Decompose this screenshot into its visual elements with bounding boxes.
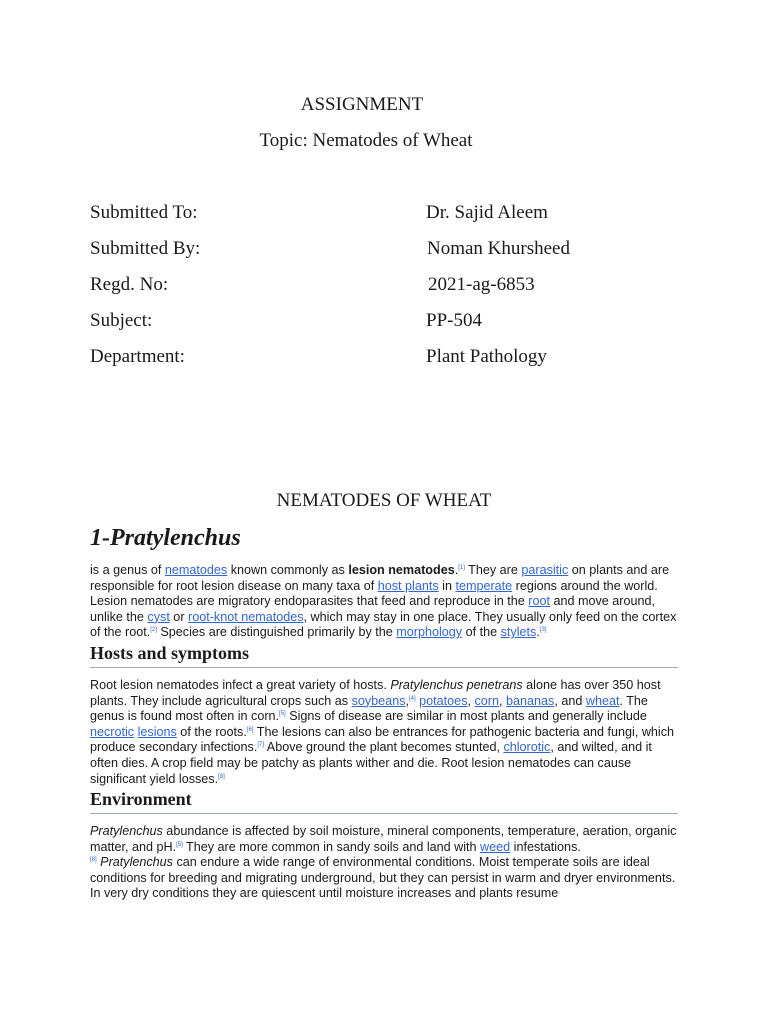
link-bananas[interactable]: bananas [506, 693, 555, 708]
environment-paragraph [90, 824, 678, 902]
text-run: . [454, 563, 459, 577]
topic-line: Topic: Nematodes of Wheat [259, 130, 473, 151]
info-row-subject [90, 310, 690, 334]
citation-ref[interactable]: [5] [176, 841, 183, 848]
info-value: Noman Khursheed [427, 238, 570, 259]
citation-ref[interactable]: [7] [257, 742, 264, 749]
link-root-knot-nematodes[interactable]: root-knot nematodes [188, 609, 304, 624]
text-run: alone has over 350 host plants. They include agricultural crops such as [90, 678, 661, 708]
info-row-submitted-by [90, 238, 690, 262]
link-host-plants[interactable]: host plants [377, 578, 439, 593]
text-run: Root lesion nematodes infect a great variety of hosts. [90, 678, 391, 692]
italic-genus-name: Pratylenchus [100, 855, 173, 870]
text-run: is a genus of [90, 563, 165, 577]
info-label: Subject: [90, 310, 153, 331]
link-weed[interactable]: weed [480, 839, 511, 854]
info-label: Submitted By: [90, 238, 201, 259]
text-run: Signs of disease are similar in most plants and generally include [285, 709, 647, 724]
link-morphology[interactable]: morphology [396, 625, 463, 640]
citation-ref[interactable]: [1] [458, 565, 465, 571]
text-run: of the [462, 625, 501, 640]
info-row-regd-no [90, 274, 690, 298]
text-run: can endure a wide range of environmental conditions. Moist temperate soils are ideal conditions for breeding and migrating underground, but they can persist in warm and dryer environments. In very dry conditions they are quiescent until moisture increases and plants resume [90, 855, 676, 901]
link-potatoes[interactable]: potatoes [419, 693, 468, 708]
text-run: in [438, 578, 456, 593]
text-run: , [405, 693, 409, 708]
section-heading: NEMATODES OF WHEAT [276, 490, 492, 511]
text-run: abundance is affected by soil moisture, mineral components, temperature, aeration, organic matter, and pH. [90, 824, 677, 854]
environment-heading: Environment [90, 789, 678, 814]
text-run: , which may stay in one place. They usually only feed on the cortex of the root. [90, 609, 677, 640]
text-run: Species are distinguished primarily by the [156, 625, 397, 640]
italic-genus-name: Pratylenchus [90, 824, 163, 838]
text-run: , and [554, 693, 586, 708]
hosts-heading: Hosts and symptoms [90, 643, 678, 668]
intro-paragraph [90, 563, 678, 641]
text-run: or [169, 609, 189, 624]
assignment-title: ASSIGNMENT [300, 94, 424, 115]
link-nematodes[interactable]: nematodes [164, 563, 228, 577]
text-run: , [499, 693, 506, 708]
text-run: infestations. [510, 839, 581, 854]
link-stylets[interactable]: stylets [500, 625, 537, 640]
text-run: They are [464, 563, 522, 577]
info-label: Submitted To: [90, 202, 198, 223]
bold-lesion-nematodes: lesion nematodes [348, 563, 455, 577]
italic-species-name: Pratylenchus penetrans [390, 678, 523, 692]
link-soybeans[interactable]: soybeans [351, 693, 406, 708]
info-value: 2021-ag-6853 [428, 274, 535, 295]
hosts-paragraph [90, 678, 678, 787]
citation-ref[interactable]: [3] [539, 627, 547, 634]
text-run: of the roots. [176, 724, 247, 739]
info-value: PP-504 [426, 310, 482, 331]
link-corn[interactable]: corn [474, 693, 499, 708]
citation-ref[interactable]: [8] [90, 857, 97, 864]
citation-ref[interactable]: [2] [150, 627, 157, 634]
info-label: Regd. No: [90, 274, 169, 295]
link-temperate[interactable]: temperate [455, 578, 513, 593]
info-row-department [90, 346, 690, 370]
text-run: Above ground the plant becomes stunted, [264, 740, 504, 755]
info-row-submitted-to [90, 202, 690, 226]
text-run: and move around, unlike the [90, 594, 655, 624]
link-wheat[interactable]: wheat [585, 693, 620, 708]
link-cyst[interactable]: cyst [147, 609, 170, 624]
genus-heading: 1-Pratylenchus [90, 525, 241, 551]
citation-ref[interactable]: [5] [279, 711, 286, 718]
text-run: , and wilted, and it often dies. A crop field may be patchy as plants wither and die. Root lesion nematodes can cause significant yield losses. [90, 740, 652, 786]
text-run: The lesions can also be entrances for pathogenic bacteria and fungi, which produce secondary infections. [90, 724, 675, 755]
link-chlorotic[interactable]: chlorotic [503, 740, 551, 755]
text-run: regions around the world. Lesion nematodes are migratory endoparasites that feed and reproduce in the [90, 578, 658, 609]
citation-ref[interactable]: [6] [246, 726, 254, 733]
text-run: on plants and are responsible for root lesion disease on many taxa of [90, 563, 670, 593]
link-necrotic[interactable]: necrotic [90, 724, 135, 739]
citation-ref[interactable]: [4] [409, 695, 416, 702]
link-parasitic[interactable]: parasitic [521, 563, 569, 577]
link-root[interactable]: root [528, 594, 550, 609]
info-value: Plant Pathology [426, 346, 547, 367]
text-run: . [536, 625, 540, 640]
link-lesions[interactable]: lesions [137, 724, 177, 739]
text-run: . The genus is found most often in corn. [90, 693, 648, 724]
citation-ref[interactable]: [8] [218, 773, 225, 780]
info-value: Dr. Sajid Aleem [426, 202, 548, 223]
text-run: known commonly as [227, 563, 349, 577]
text-run: They are more common in sandy soils and land with [182, 839, 481, 854]
info-label: Department: [90, 346, 185, 367]
text-run: , [467, 693, 475, 708]
